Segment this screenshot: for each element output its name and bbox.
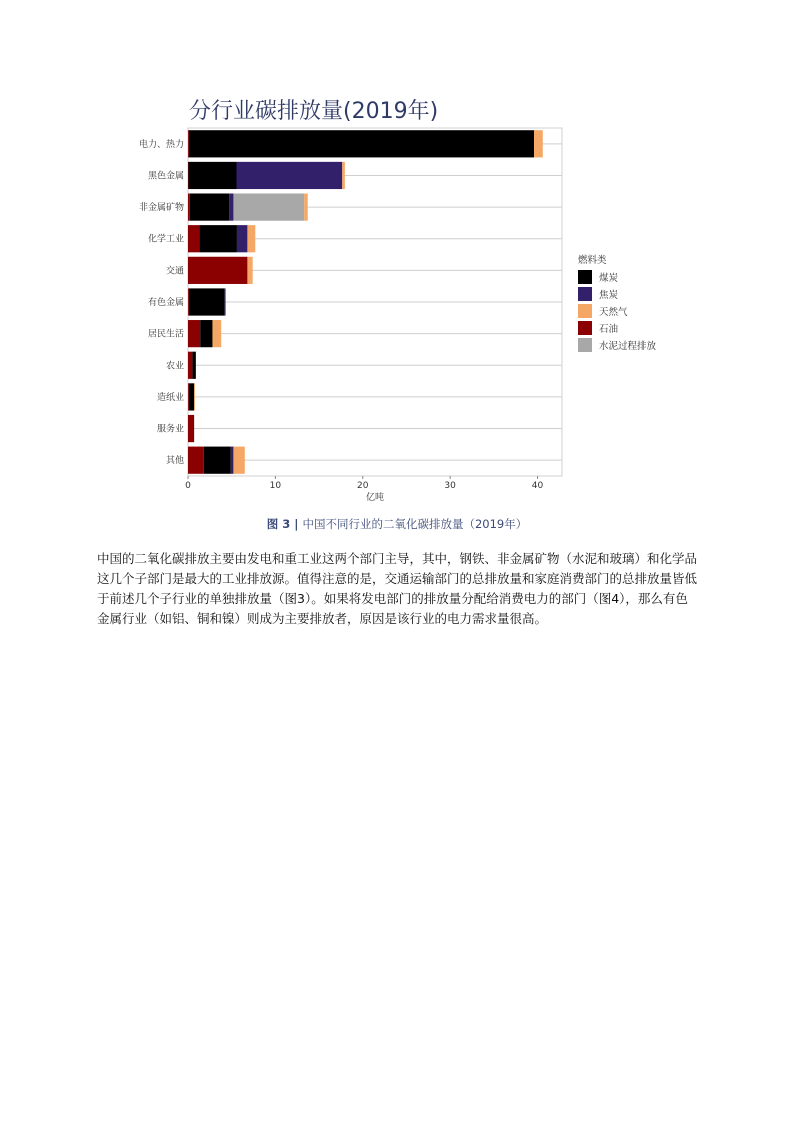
body-paragraph: 中国的二氧化碳排放主要由发电和重工业这两个部门主导，其中，钢铁、非金属矿物（水泥和玻璃）和化学品这几个子部门是最大的工业排放源。值得注意的是，交通运输部门的总排放量和家庭消费部门的总排放量皆低于前述几个子行业的单独排放量（图3）。如果将发电部门的排放量分配给消费电力的部门（图4），那么有色金属行业（如铝、铜和镍）则成为主要排放者，原因是该行业的电力需求量很高。 xyxy=(97,551,698,626)
y-tick-label: 农业 xyxy=(165,361,184,372)
bar-segment xyxy=(231,447,234,474)
legend-label: 石油 xyxy=(599,324,619,335)
x-axis-label: 亿吨 xyxy=(365,493,385,503)
bar-segment xyxy=(247,225,255,252)
bar-segment xyxy=(188,225,199,252)
bar-segment xyxy=(188,257,247,284)
bar-segment xyxy=(189,383,194,410)
figure-number: 图 3 xyxy=(266,517,291,531)
legend-label: 煤炭 xyxy=(599,273,619,284)
bar-segment xyxy=(190,193,229,220)
legend-label: 焦炭 xyxy=(599,290,619,301)
legend-swatch xyxy=(578,304,592,318)
legend-swatch xyxy=(578,287,592,301)
bar-segment xyxy=(188,352,192,379)
y-tick-label: 服务业 xyxy=(156,424,184,435)
legend-swatch xyxy=(578,338,592,352)
bar-segment xyxy=(188,415,193,442)
x-tick-label: 0 xyxy=(185,481,191,491)
bar-segment xyxy=(189,130,534,157)
bar-segment xyxy=(200,320,212,347)
bar-segment xyxy=(188,383,189,410)
bar-segment xyxy=(236,162,342,189)
legend-title: 燃料类 xyxy=(578,255,607,266)
y-tick-label: 有色金属 xyxy=(147,298,184,308)
y-tick-label: 化学工业 xyxy=(147,234,184,245)
bar-segment xyxy=(188,320,200,347)
bar-segment xyxy=(188,288,189,315)
bar-segment xyxy=(204,447,231,474)
bar-segment xyxy=(304,193,307,220)
bar-segment xyxy=(188,162,236,189)
y-tick-label: 造纸业 xyxy=(156,392,184,403)
bar-segment xyxy=(229,193,233,220)
bar-segment xyxy=(189,288,225,315)
bar-segment xyxy=(247,257,252,284)
bar-segment xyxy=(233,447,244,474)
plot-area xyxy=(139,128,562,503)
legend xyxy=(578,254,657,352)
y-tick-label: 电力、热力 xyxy=(138,139,184,150)
bar-segment xyxy=(212,320,221,347)
y-tick-label: 居民生活 xyxy=(147,329,184,340)
legend-label: 天然气 xyxy=(599,307,628,318)
bar-segment xyxy=(342,162,345,189)
y-tick-label: 非金属矿物 xyxy=(138,203,184,214)
bar-segment xyxy=(188,130,189,157)
figure-caption xyxy=(0,516,794,532)
x-tick-label: 10 xyxy=(269,481,282,491)
y-tick-label: 黑色金属 xyxy=(147,171,184,182)
legend-swatch xyxy=(578,270,592,284)
bar-segment xyxy=(225,288,226,315)
legend-swatch xyxy=(578,321,592,335)
chart-title: 分行业碳排放量(2019年) xyxy=(189,99,439,124)
bar-segment xyxy=(193,415,194,442)
y-tick-label: 其他 xyxy=(165,456,184,467)
bar-segment xyxy=(237,225,247,252)
bar-segment xyxy=(233,193,304,220)
y-tick-label: 交通 xyxy=(165,266,184,277)
x-tick-label: 30 xyxy=(444,481,456,491)
bar-segment xyxy=(188,447,204,474)
bar-segment xyxy=(192,352,195,379)
bar-segment xyxy=(534,130,543,157)
x-tick-label: 20 xyxy=(357,481,369,491)
caption-text: 中国不同行业的二氧化碳排放量（2019年） xyxy=(302,517,528,531)
x-tick-label: 40 xyxy=(531,481,544,491)
bar-segment xyxy=(199,225,237,252)
caption-separator: | xyxy=(294,517,299,531)
bar-segment xyxy=(194,383,195,410)
stacked-bar-chart xyxy=(0,0,794,510)
bar-segment xyxy=(188,193,190,220)
legend-label: 水泥过程排放 xyxy=(599,341,657,352)
